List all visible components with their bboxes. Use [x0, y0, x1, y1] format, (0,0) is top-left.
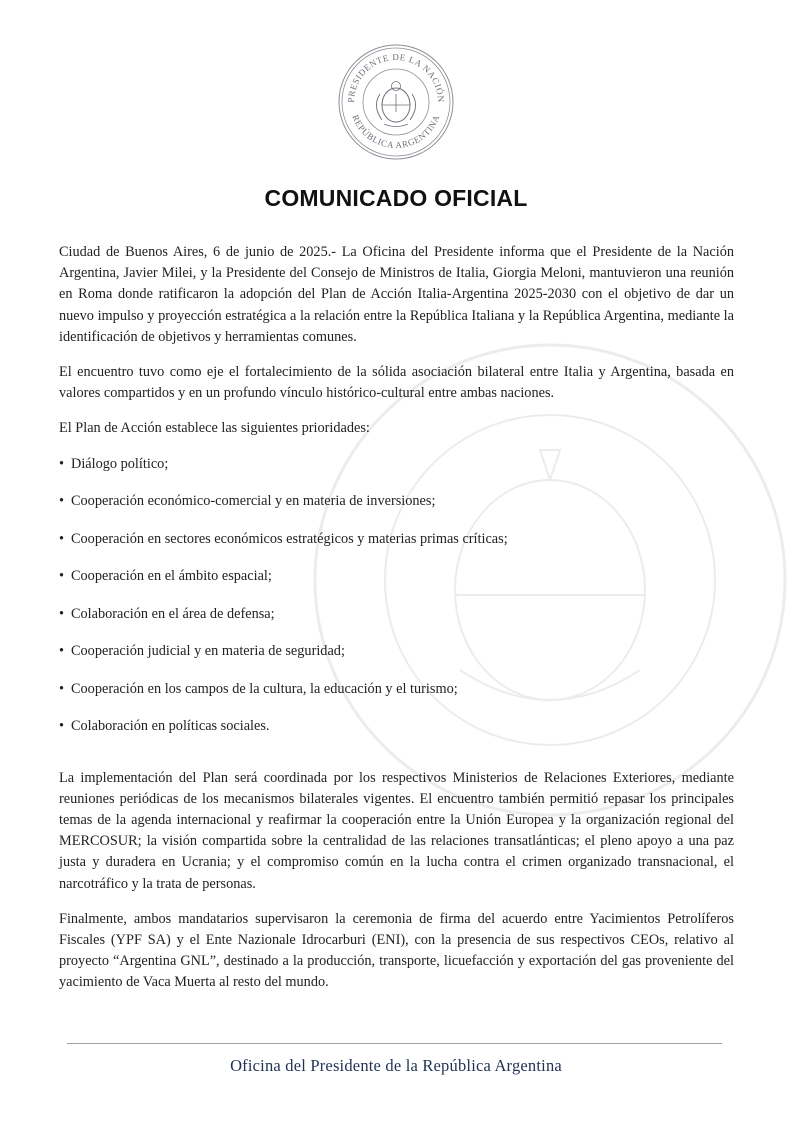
bullet-icon: •	[59, 493, 65, 510]
document-title: COMUNICADO OFICIAL	[264, 185, 528, 211]
presidential-seal-icon	[336, 42, 456, 162]
bullet-icon: •	[59, 568, 65, 585]
footer-office-name: Oficina del Presidente de la República Argentina	[230, 1056, 562, 1075]
list-item: • Cooperación en sectores económicos estratégicos y materias primas críticas;	[59, 529, 734, 567]
svg-text:REPÚBLICA ARGENTINA: REPÚBLICA ARGENTINA	[350, 113, 442, 151]
paragraph-intro: Ciudad de Buenos Aires, 6 de junio de 2025.- La Oficina del Presidente informa que el Presidente de la Nación Argentina, Javier Milei, y la Presidente del Consejo de Ministros de Italia, Giorgia Meloni, mantuvieron una reunión en Roma donde ratificaron la adopción del Plan de Acción Italia-Argentina 2025-2030 con el objetivo de dar un nuevo impulso y proyección estratégica a la relación entre la República Italiana y la República Argentina, mediante la identificación de objetivos y herramientas comunes.	[59, 244, 734, 345]
list-item: • Cooperación en los campos de la cultura, la educación y el turismo;	[59, 679, 734, 717]
svg-text:PRESIDENTE DE LA NACIÓN: PRESIDENTE DE LA NACIÓN	[345, 51, 447, 103]
list-item: • Cooperación en el ámbito espacial;	[59, 566, 734, 604]
bullet-icon: •	[59, 605, 65, 622]
list-item: • Colaboración en políticas sociales.	[59, 716, 734, 754]
paragraph-closing: Finalmente, ambos mandatarios supervisaron la ceremonia de firma del acuerdo entre Yacimientos Petrolíferos Fiscales (YPF SA) y el Ente Nazionale Idrocarburi (ENI), con la presencia de sus respectivos CEOs, relativo al proyecto “Argentina GNL”, destinado a la producción, transporte, licuefacción y exportación del gas proveniente del yacimiento de Vaca Muerta al resto del mundo.	[59, 910, 734, 991]
list-item: • Cooperación judicial y en materia de seguridad;	[59, 641, 734, 679]
bullet-icon: •	[59, 643, 65, 660]
paragraph-implementation: La implementación del Plan será coordinada por los respectivos Ministerios de Relaciones Exteriores, mediante reuniones periódicas de los mecanismos bilaterales vigentes. El encuentro también permitió repasar los principales temas de la agenda internacional y reafirmar la cooperación entre la Unión Europea y la organización regional del MERCOSUR; la visión compartida sobre la centralidad de las relaciones transatlánticas; el pleno apoyo a una paz justa y duradera en Ucrania; y el compromiso común en la lucha contra el crimen organizado transnacional, el narcotráfico y la trata de personas.	[59, 769, 734, 892]
paragraph-context: El encuentro tuvo como eje el fortalecimiento de la sólida asociación bilateral entre Italia y Argentina, basada en valores compartidos y en un profundo vínculo histórico-cultural entre ambas naciones.	[59, 364, 734, 402]
bullet-icon: •	[59, 680, 65, 697]
list-item: • Colaboración en el área de defensa;	[59, 604, 734, 642]
bullet-icon: •	[59, 530, 65, 547]
priorities-list	[59, 454, 734, 754]
bullet-icon: •	[59, 455, 65, 472]
paragraph-priorities-lead: El Plan de Acción establece las siguientes prioridades:	[59, 420, 370, 437]
document-body	[59, 242, 734, 994]
list-item: • Cooperación económico-comercial y en materia de inversiones;	[59, 491, 734, 529]
list-item: • Diálogo político;	[59, 454, 734, 492]
bullet-icon: •	[59, 718, 65, 735]
footer-divider	[67, 1043, 722, 1044]
